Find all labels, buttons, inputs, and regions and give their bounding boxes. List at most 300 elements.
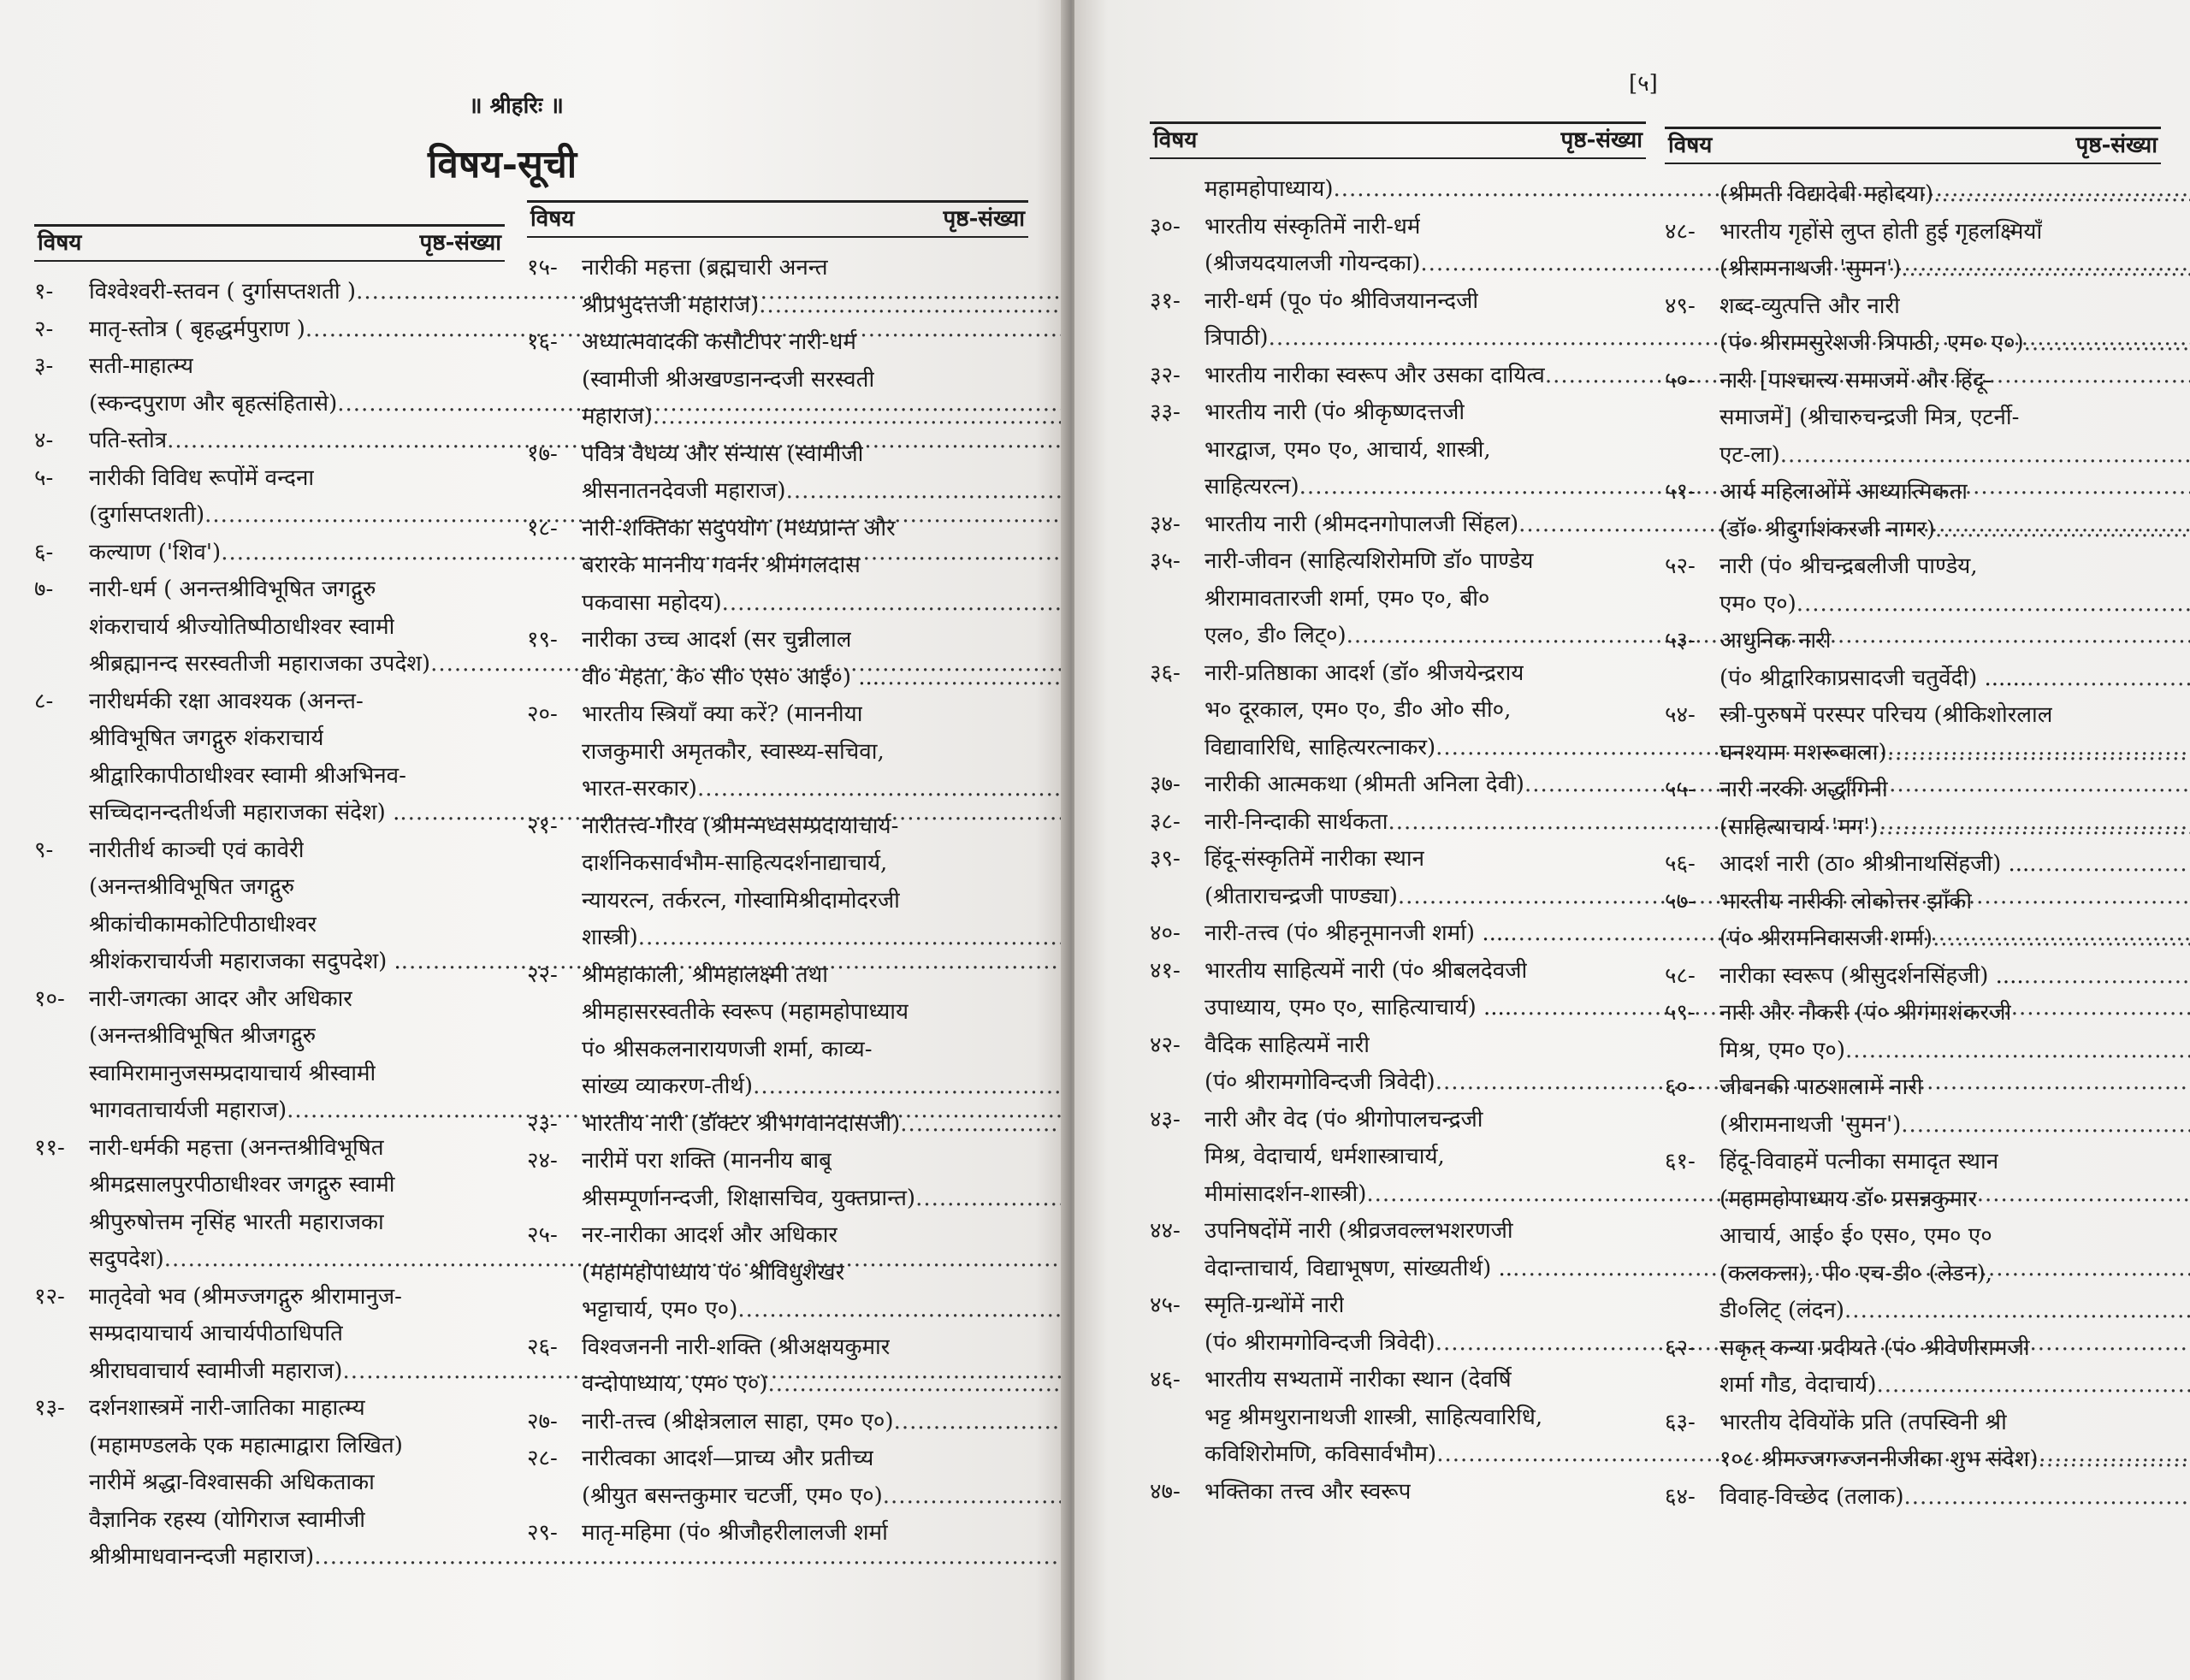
entry-number: ४२- <box>1150 1032 1181 1058</box>
entry-title-line: दार्शनिकसार्वभौम-साहित्यदर्शनाद्याचार्य, <box>582 850 888 876</box>
column-header <box>1665 127 2161 164</box>
toc-entry[interactable] <box>1665 958 2161 996</box>
entry-title-line: मिश्र, वेदाचार्य, धर्मशास्त्राचार्य, <box>1204 1144 1445 1169</box>
entry-title-line: भ० दूरकाल, एम० ए०, डी० ओ० सी०, <box>1204 697 1512 723</box>
entry-number: १५- <box>527 255 558 281</box>
entry-title-line: नारीतीर्थ काञ्ची एवं कावेरी <box>89 837 305 863</box>
entry-title-line: (पं० श्रीरामनिवासजी शर्मा) <box>1719 926 1933 951</box>
leader-dots <box>1845 1032 2190 1070</box>
subject-label: विषय <box>38 230 82 256</box>
toc-entry[interactable] <box>527 808 1028 957</box>
entry-number: २०- <box>527 701 558 727</box>
entry-title-line: एम० ए०) <box>1719 590 1796 617</box>
entry-number: ७- <box>34 577 54 602</box>
entry-title-line: नारी-तत्त्व (श्रीक्षेत्रलाल साहा, एम० ए०) <box>582 1408 894 1435</box>
entry-title-line: भारतीय नारी (पं० श्रीकृष्णदत्तजी <box>1204 399 1465 425</box>
leader-dots <box>2039 1441 2190 1479</box>
leader-dots <box>1780 437 2190 475</box>
entry-title-line: राजकुमारी अमृतकौर, स्वास्थ्य-सचिवा, <box>582 738 885 765</box>
toc-entry[interactable] <box>34 571 505 683</box>
leader-dots <box>894 1404 1068 1441</box>
entry-title-line: महाराज) <box>582 404 653 429</box>
toc-entry[interactable] <box>34 1279 505 1391</box>
toc-entry[interactable] <box>527 436 1028 511</box>
entry-title-line: पति-स्तोत्र <box>89 428 168 453</box>
invocation-header: ॥ श्रीहरिः ॥ <box>469 93 564 119</box>
entry-title-line: सांख्य व्याकरण-तीर्थ) <box>582 1074 754 1099</box>
entry-title-line: भारतीय नारीका स्वरूप और उसका दायित्व <box>1204 362 1545 388</box>
page-number: [५] <box>1629 71 1658 97</box>
entry-number: ३९- <box>1150 846 1181 872</box>
toc-entry[interactable] <box>1665 363 2161 475</box>
toc-entries <box>1665 176 2161 1516</box>
entry-number: ५३- <box>1665 628 1696 654</box>
toc-entry[interactable] <box>34 832 505 981</box>
subject-label: विषय <box>1153 127 1198 153</box>
toc-column-3 <box>1150 121 1646 1511</box>
entry-number: २१- <box>527 813 558 839</box>
entry-title-line: स्मृति-ग्रन्थोंमें नारी <box>1204 1293 1345 1318</box>
entry-number: १०- <box>34 985 65 1012</box>
entry-title-line: उपनिषदोंमें नारी (श्रीव्रजवल्लभशरणजी <box>1204 1218 1513 1244</box>
left-page <box>0 0 1068 1680</box>
entry-title-line: श्रीराघवाचार्य स्वामीजी महाराज) <box>89 1358 343 1384</box>
toc-entry[interactable] <box>527 1106 1028 1144</box>
entry-title-line: मीमांसादर्शन-शास्त्री) <box>1204 1180 1367 1207</box>
toc-entry[interactable] <box>527 622 1028 696</box>
toc-entry[interactable] <box>1150 543 1646 655</box>
entry-number: ३५- <box>1150 548 1181 574</box>
entry-title-line: सदुपदेश) <box>89 1246 164 1272</box>
entry-title-line: (श्रीयुत बसन्तकुमार चटर्जी, एम० ए०) <box>582 1482 883 1509</box>
entry-title-line: घनश्याम मशरूवाला) <box>1719 739 1887 766</box>
entry-title-line: श्रीरामावतारजी शर्मा, एम० ए०, बी० <box>1204 585 1490 612</box>
toc-entry[interactable] <box>1150 394 1646 506</box>
entry-number: ६०- <box>1665 1074 1696 1100</box>
entry-number: २९- <box>527 1520 558 1546</box>
entry-number: ३८- <box>1150 808 1181 835</box>
leader-dots <box>653 399 1068 436</box>
leader-dots <box>1903 1479 2190 1517</box>
entry-title-line: श्रीब्रह्मानन्द सरस्वतीजी महाराजका उपदेश) <box>89 651 431 677</box>
entry-number: ५७- <box>1665 888 1696 914</box>
toc-entries <box>527 250 1028 1553</box>
leader-dots <box>1933 176 2190 214</box>
toc-entry[interactable] <box>1665 995 2161 1069</box>
entry-title-line: (श्रीरामनाथजी 'सुमन') <box>1719 256 1902 281</box>
toc-column-4 <box>1665 127 2161 1516</box>
entry-title-line: (कलकत्ता), पी० एच-डी० (लेडन), <box>1719 1260 1992 1287</box>
toc-entry[interactable] <box>34 460 505 535</box>
entry-title-line: नारी-धर्मकी महत्ता (अनन्तश्रीविभूषित <box>89 1134 384 1161</box>
entry-title-line: शास्त्री) <box>582 925 638 950</box>
toc-entry[interactable] <box>34 311 505 349</box>
entry-title-line: आधुनिक नारी <box>1719 628 1832 654</box>
entry-title-line: श्रीमहासरस्वतीके स्वरूप (महामहोपाध्याय <box>582 999 909 1025</box>
entry-title-line: (डॉ० श्रीदुर्गाशंकरजी नागर) <box>1719 516 1936 542</box>
entry-title-line: शब्द-व्युत्पत्ति और नारी <box>1719 293 1900 319</box>
entry-number: ६३- <box>1665 1409 1696 1435</box>
entry-title-line: हिंदू-संस्कृतिमें नारीका स्थान <box>1204 846 1425 872</box>
toc-entry[interactable] <box>1665 1144 2161 1330</box>
toc-entry[interactable] <box>34 274 505 311</box>
entry-number: ११- <box>34 1134 65 1161</box>
entry-title-line: नारी नरकी अर्द्धांगिनी <box>1719 777 1888 802</box>
entry-title-line: भारत-सरकार) <box>582 776 697 802</box>
entry-title-line: वैज्ञानिक रहस्य (योगिराज स्वामीजी <box>89 1506 366 1533</box>
entry-title-line: अध्यात्मवादकी कसौटीपर नारी-धर्म <box>582 329 856 355</box>
entry-title-line: नारी और नौकरी (पं० श्रीगंगाशंकरजी <box>1719 1000 2012 1026</box>
entry-title-line: मिश्र, एम० ए०) <box>1719 1037 1845 1063</box>
toc-entry[interactable] <box>1665 1405 2161 1479</box>
entry-number: १७- <box>527 441 558 467</box>
entry-title-line: मातृ-महिमा (पं० श्रीजौहरीलालजी शर्मा <box>582 1520 888 1546</box>
entry-title-line: नारीत्वका आदर्श—प्राच्य और प्रतीच्य <box>582 1446 874 1471</box>
toc-column-2 <box>527 200 1028 1553</box>
entry-title-line: (श्रीमती विद्यादेवी महोदया) <box>1719 181 1934 207</box>
toc-entry[interactable] <box>1665 1479 2161 1517</box>
toc-entry[interactable] <box>1665 772 2161 846</box>
entry-title-line: मातृ-स्तोत्र ( बृहद्धर्मपुराण ) <box>89 316 305 342</box>
toc-entry[interactable] <box>34 981 505 1130</box>
entry-title-line: श्रीद्वारिकापीठाधीश्वर स्वामी श्रीअभिनव- <box>89 762 406 789</box>
entry-number: ५६- <box>1665 851 1696 877</box>
entry-title-line: विवाह-विच्छेद (तलाक) <box>1719 1483 1904 1510</box>
toc-entry[interactable] <box>1150 1474 1646 1511</box>
leader-dots <box>786 473 1068 511</box>
entry-title-line: आदर्श नारी (ठा० श्रीश्रीनाथसिंहजी) ... <box>1719 851 2030 877</box>
entry-title-line: नारी (पं० श्रीचन्द्रबलीजी पाण्डेय, <box>1719 553 1978 579</box>
toc-entry[interactable] <box>1150 209 1646 283</box>
entry-title-line: नारीकी महत्ता (ब्रह्मचारी अनन्त <box>582 255 828 281</box>
entry-title-line: नारी-प्रतिष्ठाका आदर्श (डॉ० श्रीजयेन्द्रराय <box>1204 660 1524 686</box>
leader-dots <box>767 1366 1068 1404</box>
entry-title-line: वी० मेहता, के० सी० एस० आई०) ... <box>582 664 880 690</box>
entry-title-line: नारीका उच्च आदर्श (सर चुन्नीलाल <box>582 627 852 653</box>
entry-number: ४५- <box>1150 1293 1181 1318</box>
entry-title-line: भारतीय नारीकी लोकोत्तर झाँकी <box>1719 888 1973 914</box>
leader-dots <box>879 660 1068 697</box>
entry-title-line: भारद्वाज, एम० ए०, आचार्य, शास्त्री, <box>1204 436 1491 463</box>
toc-entry[interactable] <box>527 696 1028 808</box>
entry-title-line: नारीकी विविध रूपोंमें वन्दना <box>89 464 315 491</box>
entry-number: ३२- <box>1150 362 1181 388</box>
toc-entries <box>1150 171 1646 1511</box>
entry-number: ५१- <box>1665 479 1696 505</box>
entry-title-line: भट्ट श्रीमथुरानाथजी शास्त्री, साहित्यवारिधि, <box>1204 1404 1543 1430</box>
entry-number: ४३- <box>1150 1106 1181 1133</box>
entry-title-line: शंकराचार्य श्रीज्योतिष्पीठाधीश्वर स्वामी <box>89 613 395 640</box>
entry-title-line: भागवताचार्यजी महाराज) <box>89 1097 287 1123</box>
entry-title-line: (पं० श्रीद्वारिकाप्रसादजी चतुर्वेदी) ...... <box>1719 665 2027 691</box>
entry-title-line: नारी-धर्म ( अनन्तश्रीविभूषित जगद्गुरु <box>89 577 376 602</box>
entry-title-line: नारी-धर्म (पू० पं० श्रीविजयानन्दजी <box>1204 287 1479 314</box>
entry-number: ३६- <box>1150 660 1181 686</box>
entry-number: ५२- <box>1665 553 1696 579</box>
toc-entry[interactable] <box>1665 288 2161 363</box>
entry-title-line: श्रीप्रभुदत्तजी महाराज) <box>582 292 760 318</box>
entry-number: ४०- <box>1150 920 1181 946</box>
entry-title-line: नारी-जगत्का आदर और अधिकार <box>89 985 352 1012</box>
entry-title-line: आचार्य, आई० ई० एस०, एम० ए० <box>1719 1223 1992 1249</box>
entry-title-line: वन्दोपाध्याय, एम० ए०) <box>582 1371 768 1397</box>
entry-number: ४१- <box>1150 957 1181 984</box>
toc-entry[interactable] <box>527 1515 1028 1553</box>
entry-number: ५८- <box>1665 962 1696 989</box>
leader-dots <box>638 920 1068 957</box>
leader-dots <box>1901 1107 2190 1145</box>
leader-dots <box>915 1180 1068 1218</box>
entry-title-line: कल्याण ('शिव') <box>89 539 222 565</box>
entry-number: ४७- <box>1150 1478 1181 1505</box>
entry-title-line: स्त्री-पुरुषमें परस्पर परिचय (श्रीकिशोरलाल <box>1719 702 2053 728</box>
entry-title-line: बरारके माननीय गवर्नर श्रीमंगलदास <box>582 553 861 578</box>
leader-dots <box>2024 325 2190 363</box>
toc-entry[interactable] <box>1150 1213 1646 1287</box>
toc-entry[interactable] <box>1150 1362 1646 1474</box>
entry-title-line: (दुर्गासप्तशती) <box>89 502 205 528</box>
entry-title-line: एल०, डी० लिट्०) <box>1204 623 1347 648</box>
entry-number: २३- <box>527 1110 558 1137</box>
entry-title-line: पं० श्रीसकलनारायणजी शर्मा, काव्य- <box>582 1036 873 1062</box>
toc-entry[interactable] <box>1665 548 2161 623</box>
leader-dots <box>2024 958 2190 996</box>
column-header <box>34 224 505 262</box>
entry-title-line: भारतीय संस्कृतिमें नारी-धर्म <box>1204 213 1421 240</box>
toc-entry[interactable] <box>1150 655 1646 767</box>
column-header <box>527 200 1028 238</box>
entry-title-line: नारीतत्त्व-गौरव (श्रीमन्मध्वसम्प्रदायाचार्य- <box>582 813 899 839</box>
entry-title-line: उपाध्याय, एम० ए०, साहित्याचार्य) .... <box>1204 995 1512 1020</box>
page-title: विषय-सूची <box>428 143 577 186</box>
entry-title-line: नारीका स्वरूप (श्रीसुदर्शनसिंहजी) .... <box>1719 962 2024 989</box>
leader-dots <box>722 585 1068 623</box>
leader-dots <box>1879 809 2190 847</box>
toc-entry[interactable] <box>1150 841 1646 915</box>
toc-entry[interactable] <box>527 1440 1028 1515</box>
entry-title-line: श्रीमद्रसालपुरपीठाधीश्वर जगद्गुरु स्वामी <box>89 1172 395 1198</box>
entry-title-line: (महामण्डलके एक महात्माद्वारा लिखित) <box>89 1432 403 1458</box>
entry-title-line: नारीमें परा शक्ति (माननीय बाबू <box>582 1148 832 1174</box>
entry-title-line: श्रीपुरुषोत्तम नृसिंह भारती महाराजका <box>89 1209 384 1235</box>
entry-number: १- <box>34 279 54 305</box>
entry-number: ३३- <box>1150 399 1181 425</box>
entry-title-line: भारतीय स्त्रियाँ क्या करें? (माननीया <box>582 701 863 727</box>
entry-number: १२- <box>34 1283 65 1310</box>
leader-dots <box>2029 846 2190 884</box>
entry-number: ३- <box>34 353 54 379</box>
entry-title-line: एट-ला) <box>1719 441 1780 468</box>
toc-entry[interactable] <box>1150 283 1646 358</box>
toc-entry[interactable] <box>1150 915 1646 953</box>
entry-title-line: सम्प्रदायाचार्य आचार्यपीठाधिपति <box>89 1321 343 1346</box>
toc-entry[interactable] <box>1665 884 2161 958</box>
entry-number: ३०- <box>1150 213 1181 240</box>
entry-title-line: नारी-जीवन (साहित्यशिरोमणि डॉ० पाण्डेय <box>1204 548 1534 574</box>
entry-title-line: न्यायरत्न, तर्करत्न, गोस्वामिश्रीदामोदरजी <box>582 887 900 914</box>
entry-number: १९- <box>527 627 558 653</box>
entry-title-line: (पं० श्रीरामगोविन्दजी त्रिवेदी) <box>1204 1329 1435 1356</box>
entry-title-line: कविशिरोमणि, कविसार्वभौम) <box>1204 1441 1437 1467</box>
toc-entry[interactable] <box>527 324 1028 436</box>
entry-title-line: भारतीय सभ्यतामें नारीका स्थान (देवर्षि <box>1204 1367 1512 1393</box>
leader-dots <box>1935 512 2190 549</box>
entry-title-line: आर्य महिलाओंमें आध्यात्मिकता <box>1719 479 1968 505</box>
toc-entry[interactable] <box>1150 358 1646 395</box>
entry-title-line: साहित्यरत्न) <box>1204 474 1299 500</box>
entry-number: २६- <box>527 1334 558 1360</box>
entry-title-line: (स्वामीजी श्रीअखण्डानन्दजी सरस्वती <box>582 366 875 393</box>
entry-title-line: (पं० श्रीरामसुरेशजी त्रिपाठी, एम० ए०) <box>1719 330 2024 356</box>
leader-dots <box>697 771 1068 808</box>
entry-title-line: वेदान्ताचार्य, विद्याभूषण, सांख्यतीर्थ) .. <box>1204 1255 1513 1281</box>
entry-number: ४६- <box>1150 1367 1181 1393</box>
entry-title-line: (श्रीजयदयालजी गोयन्दका) <box>1204 251 1421 276</box>
entry-number: ५०- <box>1665 367 1696 393</box>
page-label: पृष्ठ-संख्या <box>943 206 1025 232</box>
entry-title-line: पकवासा महोदय) <box>582 589 722 616</box>
toc-entry[interactable] <box>1150 766 1646 804</box>
leader-dots <box>737 1292 1068 1329</box>
toc-entry[interactable] <box>1665 1069 2161 1144</box>
toc-entry[interactable] <box>527 250 1028 324</box>
page-label: पृष्ठ-संख्या <box>2075 133 2157 158</box>
toc-entry[interactable] <box>34 348 505 423</box>
leader-dots <box>753 1068 1068 1106</box>
right-page <box>1074 0 2190 1680</box>
entry-title-line: १०८ श्रीमज्जगज्जननीजीका शुभ संदेश) <box>1719 1446 2039 1472</box>
entry-number: ४९- <box>1665 293 1696 319</box>
toc-entry[interactable] <box>1665 623 2161 697</box>
entry-title-line: नारीधर्मकी रक्षा आवश्यक (अनन्त- <box>89 688 364 714</box>
entry-number: २५- <box>527 1222 558 1248</box>
leader-dots <box>900 1106 1068 1144</box>
entry-title-line: नारीमें श्रद्धा-विश्वासकी अधिकताका <box>89 1470 375 1495</box>
toc-entry[interactable] <box>34 683 505 832</box>
entry-number: १६- <box>527 329 558 355</box>
toc-entry[interactable] <box>34 1390 505 1576</box>
entry-title-line: श्रीकांचीकामकोटिपीठाधीश्वर <box>89 911 317 938</box>
toc-entry[interactable] <box>1150 1287 1646 1362</box>
entry-title-line: सच्चिदानन्दतीर्थजी महाराजका संदेश) . <box>89 800 400 825</box>
toc-entry[interactable] <box>34 535 505 572</box>
entry-title-line: (स्कन्दपुराण और बृहत्संहितासे) <box>89 390 338 417</box>
entry-number: ४८- <box>1665 218 1696 245</box>
subject-label: विषय <box>1668 133 1713 158</box>
leader-dots <box>1933 920 2190 958</box>
toc-entry[interactable] <box>527 957 1028 1106</box>
toc-entry[interactable] <box>1665 846 2161 884</box>
entry-title-line: स्वामिरामानुजसम्प्रदायाचार्य श्रीस्वामी <box>89 1060 376 1086</box>
entry-title-line: विद्यावारिधि, साहित्यरत्नाकर) <box>1204 734 1436 760</box>
entry-number <box>1665 176 1719 214</box>
toc-entry[interactable] <box>527 1217 1028 1329</box>
entry-title-line: नारी और वेद (पं० श्रीगोपालचन्द्रजी <box>1204 1106 1483 1133</box>
leader-dots <box>1901 251 2190 288</box>
entry-title-line: सती-माहात्म्य <box>89 353 194 379</box>
entry-number: ८- <box>34 688 54 714</box>
toc-entry[interactable] <box>527 1329 1028 1404</box>
entry-number: ५९- <box>1665 1000 1696 1026</box>
entry-title-line: (श्रीताराचन्द्रजी पाण्ड्या) <box>1204 883 1398 909</box>
entry-title-line: नारी-शक्तिका सदुपयोग (मध्यप्रान्त और <box>582 515 896 541</box>
entry-title-line: (साहित्याचार्य 'मग') <box>1719 813 1879 840</box>
toc-entry[interactable] <box>1665 1330 2161 1405</box>
entry-title-line: भारतीय देवियोंके प्रति (तपस्विनी श्री <box>1719 1409 2007 1435</box>
entry-number: १३- <box>34 1395 65 1421</box>
toc-entry[interactable] <box>1665 214 2161 288</box>
entry-number: ५५- <box>1665 777 1696 802</box>
entry-title-line: श्रीविभूषित जगद्गुरु शंकराचार्य <box>89 725 324 751</box>
toc-entry[interactable] <box>1150 171 1646 209</box>
entry-title-line: (श्रीरामनाथजी 'सुमन') <box>1719 1111 1902 1138</box>
entry-title-line: मातृदेवो भव (श्रीमज्जगद्गुरु श्रीरामानुज- <box>89 1283 402 1310</box>
entry-title-line: महामहोपाध्याय) <box>1204 176 1334 202</box>
entry-title-line: नारी [पाश्चात्त्य समाजमें और हिंदू- <box>1719 367 1992 393</box>
leader-dots <box>1887 735 2190 772</box>
toc-entry[interactable] <box>1665 176 2161 214</box>
leader-dots <box>1877 1367 2190 1405</box>
entry-title-line: श्रीसम्पूर्णानन्दजी, शिक्षासचिव, युक्तप्रान्त) <box>582 1185 916 1211</box>
entry-number: ५४- <box>1665 702 1696 728</box>
entry-title-line: भारतीय गृहोंसे लुप्त होती हुई गृहलक्ष्मियाँ <box>1719 218 2043 245</box>
entry-title-line: (अनन्तश्रीविभूषित श्रीजगद्गुरु <box>89 1023 317 1049</box>
toc-entry[interactable] <box>1150 804 1646 842</box>
entry-title-line: श्रीसनातनदेवजी महाराज) <box>582 478 786 504</box>
entry-number <box>1150 171 1204 209</box>
entry-title-line: नारी-निन्दाकी सार्थकता <box>1204 808 1388 835</box>
entry-title-line: भट्टाचार्य, एम० ए०) <box>582 1297 738 1322</box>
toc-entry[interactable] <box>1665 697 2161 772</box>
toc-entry[interactable] <box>34 1130 505 1279</box>
leader-dots <box>2027 660 2190 698</box>
entry-title-line: नारी-तत्त्व (पं० श्रीहनूमानजी शर्मा) .... <box>1204 920 1511 946</box>
entry-number: २७- <box>527 1408 558 1435</box>
entry-title-line: त्रिपाठी) <box>1204 325 1269 351</box>
entry-number: २४- <box>527 1148 558 1174</box>
entry-number: ३७- <box>1150 772 1181 797</box>
entry-number: ६- <box>34 539 54 565</box>
entry-title-line: भारतीय साहित्यमें नारी (पं० श्रीबलदेवजी <box>1204 957 1528 984</box>
entry-title-line: हिंदू-विवाहमें पत्नीका समादृत स्थान <box>1719 1149 1999 1174</box>
entry-number: १८- <box>527 515 558 541</box>
toc-entry[interactable] <box>1150 1102 1646 1214</box>
entry-title-line: श्रीश्रीमाधवानन्दजी महाराज) <box>89 1544 315 1570</box>
toc-entry[interactable] <box>527 1404 1028 1441</box>
subject-label: विषय <box>530 206 575 232</box>
entry-title-line: विश्वेश्वरी-स्तवन ( दुर्गासप्तशती ) <box>89 279 357 305</box>
entry-title-line: नर-नारीका आदर्श और अधिकार <box>582 1222 838 1248</box>
leader-dots <box>1844 1293 2190 1330</box>
entry-title-line: भारतीय नारी (डॉक्टर श्रीभगवानदासजी) <box>582 1110 901 1137</box>
toc-entry[interactable] <box>1665 474 2161 548</box>
entry-title-line: विश्वजननी नारी-शक्ति (श्रीअक्षयकुमार <box>582 1334 891 1360</box>
entry-title-line: (पं० श्रीरामगोविन्दजी त्रिवेदी) <box>1204 1069 1435 1095</box>
toc-entry[interactable] <box>34 423 505 460</box>
entry-number: ६१- <box>1665 1149 1696 1174</box>
toc-entry[interactable] <box>1150 953 1646 1027</box>
toc-entry[interactable] <box>527 511 1028 623</box>
entry-number: २२- <box>527 961 558 988</box>
entry-number: ९- <box>34 837 54 863</box>
toc-entry[interactable] <box>1150 1027 1646 1102</box>
entry-title-line: (महामहोपाध्याय डॉ० प्रसन्नकुमार <box>1719 1186 1978 1212</box>
toc-entry[interactable] <box>1150 506 1646 544</box>
entry-number: ४४- <box>1150 1218 1181 1244</box>
toc-entry[interactable] <box>527 1143 1028 1217</box>
toc-column-1 <box>34 224 505 1576</box>
entry-title-line: श्रीशंकराचार्यजी महाराजका सदुपदेश) . <box>89 949 401 974</box>
